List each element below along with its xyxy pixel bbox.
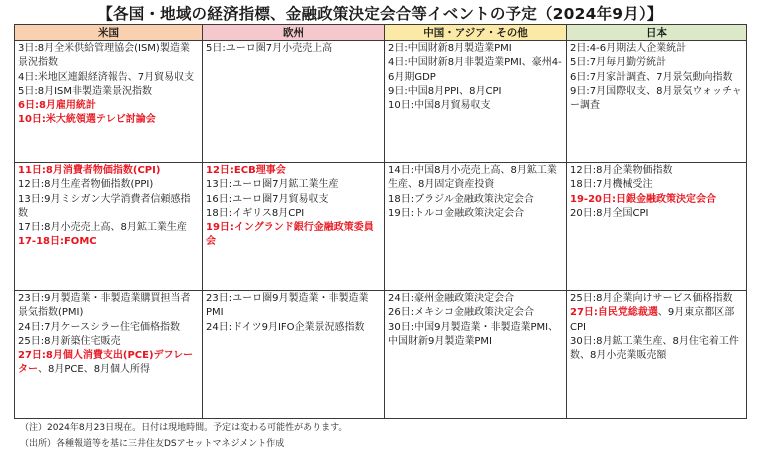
header-row bbox=[15, 25, 747, 41]
event-item: 18日:7月機械受注 bbox=[570, 179, 653, 191]
page-title: 【各国・地域の経済指標、金融政策決定会合等イベントの予定（2024年9月）】 bbox=[97, 5, 663, 23]
cell-china-asia-other bbox=[385, 41, 567, 163]
event-item: 6日:7月家計調査、7月景気動向指数 bbox=[570, 71, 733, 83]
cell-japan bbox=[567, 163, 747, 291]
event-item: 18日:ブラジル金融政策決定会合 bbox=[388, 193, 534, 205]
event-highlight-text: 27日:8月個人消費支出(PCE)デフレーター bbox=[18, 350, 194, 376]
event-item: 25日:8月企業向けサービス価格指数 bbox=[570, 293, 733, 304]
event-item: 19日:トルコ金融政策決定会合 bbox=[388, 207, 525, 219]
event-item-highlight: 11日:8月消費者物価指数(CPI) bbox=[18, 165, 161, 176]
event-item: 30日:8月鉱工業生産、8月住宅着工件数、8月小売業販売額 bbox=[570, 335, 739, 362]
event-item: 13日:ユーロ圏7月鉱工業生産 bbox=[206, 179, 339, 191]
event-item: 17日:8月小売売上高、8月鉱工業生産 bbox=[18, 222, 187, 234]
cell-europe bbox=[203, 163, 385, 291]
event-item: 24日:7月ケースシラー住宅価格指数 bbox=[18, 321, 180, 333]
event-item: 23日:9月製造業・非製造業購買担当者景気指数(PMI) bbox=[18, 293, 191, 319]
header-europe: 欧州 bbox=[203, 25, 385, 41]
event-item: 5日:8月ISM非製造業景況指数 bbox=[18, 85, 153, 97]
event-item: 5日:ユーロ圏7月小売売上高 bbox=[206, 43, 333, 54]
event-item: 25日:8月新築住宅販売 bbox=[18, 335, 121, 347]
event-item: 18日:イギリス8月CPI bbox=[206, 207, 305, 219]
cell-us bbox=[15, 163, 203, 291]
cell-japan bbox=[567, 291, 747, 419]
cell-europe bbox=[203, 41, 385, 163]
event-text: 、8月PCE、8月個人所得 bbox=[38, 364, 151, 376]
event-item: 2日:中国財新8月製造業PMI bbox=[388, 43, 512, 54]
event-item: 9日:7月国際収支、8月景気ウォッチャー調査 bbox=[570, 85, 742, 112]
event-item: 20日:8月全国CPI bbox=[570, 207, 649, 219]
event-item: 9日:中国8月PPI、8月CPI bbox=[388, 85, 502, 97]
header-china-asia-other: 中国・アジア・その他 bbox=[385, 25, 567, 41]
event-item: 23日:ユーロ圏9月製造業・非製造業PMI bbox=[206, 293, 369, 319]
event-item: 13日:9月ミシガン大学消費者信頼感指数 bbox=[18, 193, 191, 219]
cell-china-asia-other bbox=[385, 291, 567, 419]
event-item: 16日:ユーロ圏7月貿易収支 bbox=[206, 193, 329, 205]
table-row bbox=[15, 291, 747, 419]
cell-japan bbox=[567, 41, 747, 163]
note-source: （出所）各種報道等を基に三井住友DSアセットマネジメント作成 bbox=[20, 439, 285, 449]
event-item: 5日:7月毎月勤労統計 bbox=[570, 57, 667, 69]
event-item: 2日:4-6月期法人企業統計 bbox=[570, 43, 687, 54]
event-item-highlight: 6日:8月雇用統計 bbox=[18, 100, 96, 112]
event-item: 12日:8月生産者物価指数(PPI) bbox=[18, 179, 154, 191]
event-item: 4日:中国財新8月非製造業PMI、豪州4-6月期GDP bbox=[388, 57, 562, 83]
event-item: 12日:8月企業物価指数 bbox=[570, 165, 673, 176]
event-item-highlight: 19日:イングランド銀行金融政策委員会 bbox=[206, 222, 374, 248]
table-row bbox=[15, 163, 747, 291]
event-item-highlight: 17-18日:FOMC bbox=[18, 236, 97, 248]
note-caveat: （注）2024年8月23日現在。日付は現地時間。予定は変わる可能性があります。 bbox=[20, 423, 348, 433]
event-item-highlight: 10日:米大統領選テレビ討論会 bbox=[18, 114, 156, 126]
event-item: 26日:メキシコ金融政策決定会合 bbox=[388, 307, 534, 319]
cell-us bbox=[15, 291, 203, 419]
event-highlight-text: 27日:自民党総裁選 bbox=[570, 307, 658, 319]
cell-us bbox=[15, 41, 203, 163]
header-japan: 日本 bbox=[567, 25, 747, 41]
event-text: 、9月東京都区部CPI bbox=[570, 307, 735, 333]
cell-europe bbox=[203, 291, 385, 419]
event-item bbox=[18, 349, 199, 378]
event-item: 3日:8月全米供給管理協会(ISM)製造業景況指数 bbox=[18, 43, 190, 69]
event-item: 4日:米地区連銀経済報告、7月貿易収支 bbox=[18, 71, 195, 83]
event-item: 30日:中国9月製造業・非製造業PMI、中国財新9月製造業PMI bbox=[388, 321, 559, 347]
table-row bbox=[15, 41, 747, 163]
event-item: 24日:豪州金融政策決定会合 bbox=[388, 293, 515, 304]
event-item: 14日:中国8月小売売上高、8月鉱工業生産、8月固定資産投資 bbox=[388, 165, 557, 191]
event-item-highlight: 19-20日:日銀金融政策決定会合 bbox=[570, 193, 716, 205]
event-item bbox=[570, 306, 743, 335]
event-schedule-table bbox=[14, 24, 747, 419]
header-us: 米国 bbox=[15, 25, 203, 41]
event-item: 24日:ドイツ9月IFO企業景況感指数 bbox=[206, 321, 365, 333]
event-item: 10日:中国8月貿易収支 bbox=[388, 100, 491, 112]
event-item-highlight: 12日:ECB理事会 bbox=[206, 165, 286, 176]
cell-china-asia-other bbox=[385, 163, 567, 291]
